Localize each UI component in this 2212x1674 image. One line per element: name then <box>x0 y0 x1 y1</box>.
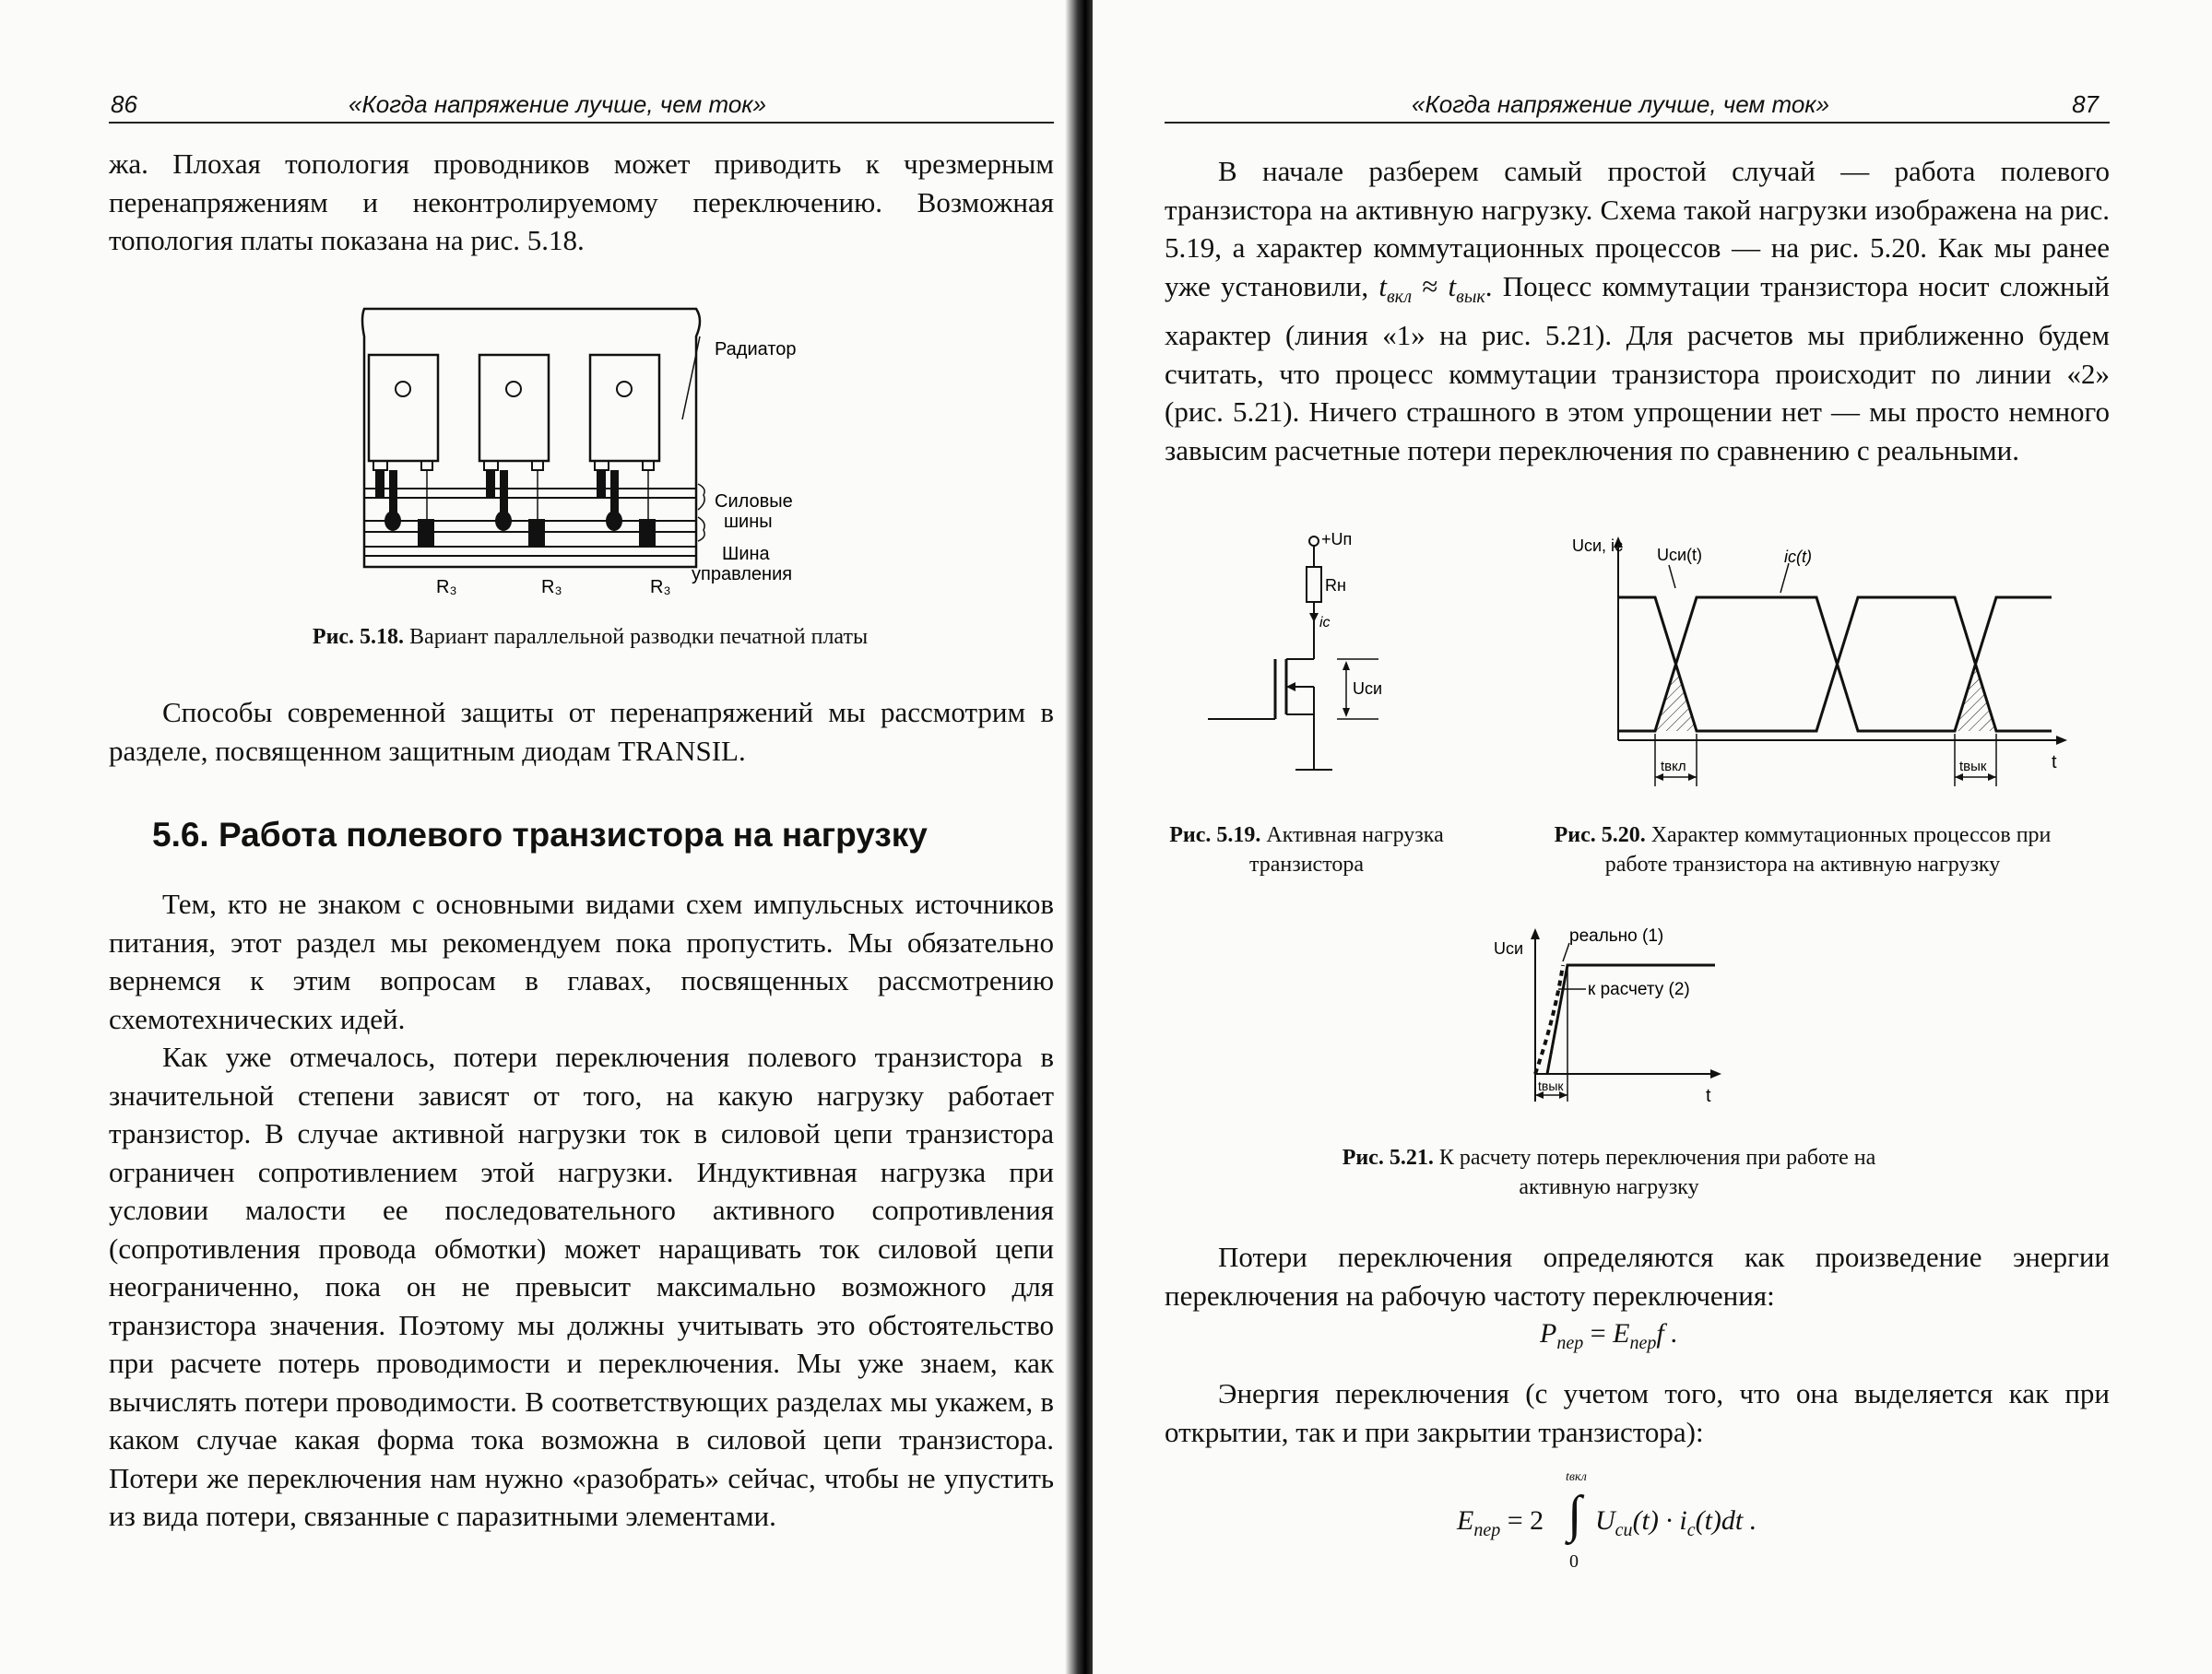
formula-switching-energy: $E_{пер} = 2$ ∫ tвкл 0 $U_{си}(t) \cdot i_с(t)dt$ . <box>1457 1470 1757 1572</box>
figure-5-18-caption: Рис. 5.18. Вариант параллельной разводки печатной платы <box>312 625 869 649</box>
chart-x-label-2: t <box>1706 1086 1711 1106</box>
right-running-title: «Когда напряжение лучше, чем ток» <box>1412 90 1830 118</box>
label-voltage: Uси <box>1353 679 1383 698</box>
switching-loss-paragraph: Потери переключения определяются как произведение энергии переключения на рабочую частоту переключения: <box>1165 1241 2110 1312</box>
resistor-label-1: R₃ <box>436 577 457 597</box>
label-power-bus-1: Силовые <box>715 491 793 512</box>
label-real: реально (1) <box>1569 926 1664 946</box>
left-page <box>0 0 1074 1674</box>
curve-label-current: iс(t) <box>1784 548 1812 566</box>
label-t-off-2: tвык <box>1538 1079 1564 1093</box>
figure-5-20-caption: Рис. 5.20. Характер коммутационных процессов при работе транзистора на активную нагрузку <box>1554 823 2052 877</box>
label-control-bus-2: управления <box>692 564 793 584</box>
label-power-bus-2: шины <box>724 512 773 532</box>
label-control-bus-1: Шина <box>722 544 770 564</box>
label-radiator: Радиатор <box>715 339 797 360</box>
label-calc: к расчету (2) <box>1588 980 1690 999</box>
right-running-header <box>1165 90 2110 124</box>
chart-y-label: Uси, iс <box>1572 536 1624 555</box>
formula-switching-power: $P_{пер} = E_{пер}f$ . <box>1540 1318 1678 1353</box>
chart-x-label: t <box>2052 752 2057 772</box>
resistor-label-2: R₃ <box>541 577 562 597</box>
label-t-on: tвкл <box>1661 759 1686 774</box>
right-page <box>1093 0 2212 1674</box>
section-body: Тем, кто не знаком с основными видами схем импульсных источников питания, этот раздел мы рекомендуем пока пропустить. Мы обязательно вернемся к этим вопросам в главах, посвященных рассмотрению схемотехнических идей. Как уже отмечалось, потери переключения полевого транзистора в значительной степени зависят от того, на какую нагрузку работает транзистор. В случае активной нагрузки ток в силовой цепи транзистора ограничен сопротивлением этой нагрузки. Индуктивная нагрузка при условии малости ее последовательного активного сопротивления (сопротивления провода обмотки) может наращивать ток силовой цепи неограниченно, пока он не превысит максимально возможного для транзистора значения. Поэтому мы должны учитывать это обстоятельство при расчете потерь проводимости и переключения. Мы уже знаем, как вычислять потери проводимости. В соответствующих разделах мы укажем, в каком случае какая форма тока возможна в силовой цепи транзистора. Потери же переключения нам нужно «разобрать» сейчас, чтобы не упустить из вида потери, связанные с паразитными элементами. <box>109 888 1054 1532</box>
transistor-2 <box>479 355 549 470</box>
switching-energy-paragraph: Энергия переключения (с учетом того, что она выделяется как при открытии, так и при закрытии транзистора): <box>1165 1377 2110 1448</box>
protection-paragraph: Способы современной защиты от перенапряжений мы рассмотрим в разделе, посвященном защитным диодам TRANSIL. <box>109 696 1054 767</box>
transistor-3 <box>590 355 659 470</box>
figure-5-21-caption: Рис. 5.21. К расчету потерь переключения при работе на активную нагрузку <box>1342 1146 1876 1199</box>
label-load: Rн <box>1325 576 1346 595</box>
label-current: iс <box>1319 615 1331 631</box>
figure-5-21-chart <box>1466 917 1733 1125</box>
resistor-label-3: R₃ <box>650 577 671 597</box>
left-page-number: 86 <box>111 90 137 118</box>
upper-limit: tвкл <box>1566 1470 1587 1484</box>
left-running-header <box>109 90 1054 124</box>
curve-label-voltage: Uси(t) <box>1657 546 1703 564</box>
lower-limit: 0 <box>1569 1551 1579 1572</box>
figure-5-18-pcb-layout <box>355 300 825 599</box>
figure-5-19-caption: Рис. 5.19. Активная нагрузка транзистора <box>1169 823 1444 877</box>
section-heading: 5.6. Работа полевого транзистора на нагрузку <box>152 816 928 854</box>
label-supply: +Uп <box>1321 530 1353 548</box>
figure-5-19-circuit <box>1194 530 1415 779</box>
label-t-off: tвык <box>1959 759 1987 774</box>
transistor-1 <box>369 355 438 470</box>
chart-y-label-2: Uси <box>1494 939 1524 958</box>
right-page-number: 87 <box>2072 90 2099 118</box>
left-running-title: «Когда напряжение лучше, чем ток» <box>349 90 767 118</box>
figure-5-20-switching-chart <box>1572 533 2070 809</box>
integral-sign: ∫ <box>1567 1486 1582 1543</box>
intro-paragraph-right: В начале разберем самый простой случай — работа полевого транзистора на активную нагрузку. Схема такой нагрузки изображена на рис. 5.19, а характер коммутационных процессов — на рис. 5.20. Как мы ранее уже установили, $t_{вкл} \approx t_{вык}$. Поцесс коммутации транзистора носит сложный характер (линия «1» на рис. 5.21). Для расчетов мы приближенно будем считать, что процесс коммутации транзистора происходит по линии «2» (рис. 5.21). Ничего страшного в этом упрощении нет — мы просто немного завысим расчетные потери переключения по сравнению с реальными. <box>1165 155 2110 466</box>
load-resistor <box>1307 567 1321 602</box>
intro-paragraph: жа. Плохая топология проводников может приводить к чрезмерным перенапряжениям и неконтролируемому переключению. Возможная топология платы показана на рис. 5.18. <box>109 147 1054 256</box>
